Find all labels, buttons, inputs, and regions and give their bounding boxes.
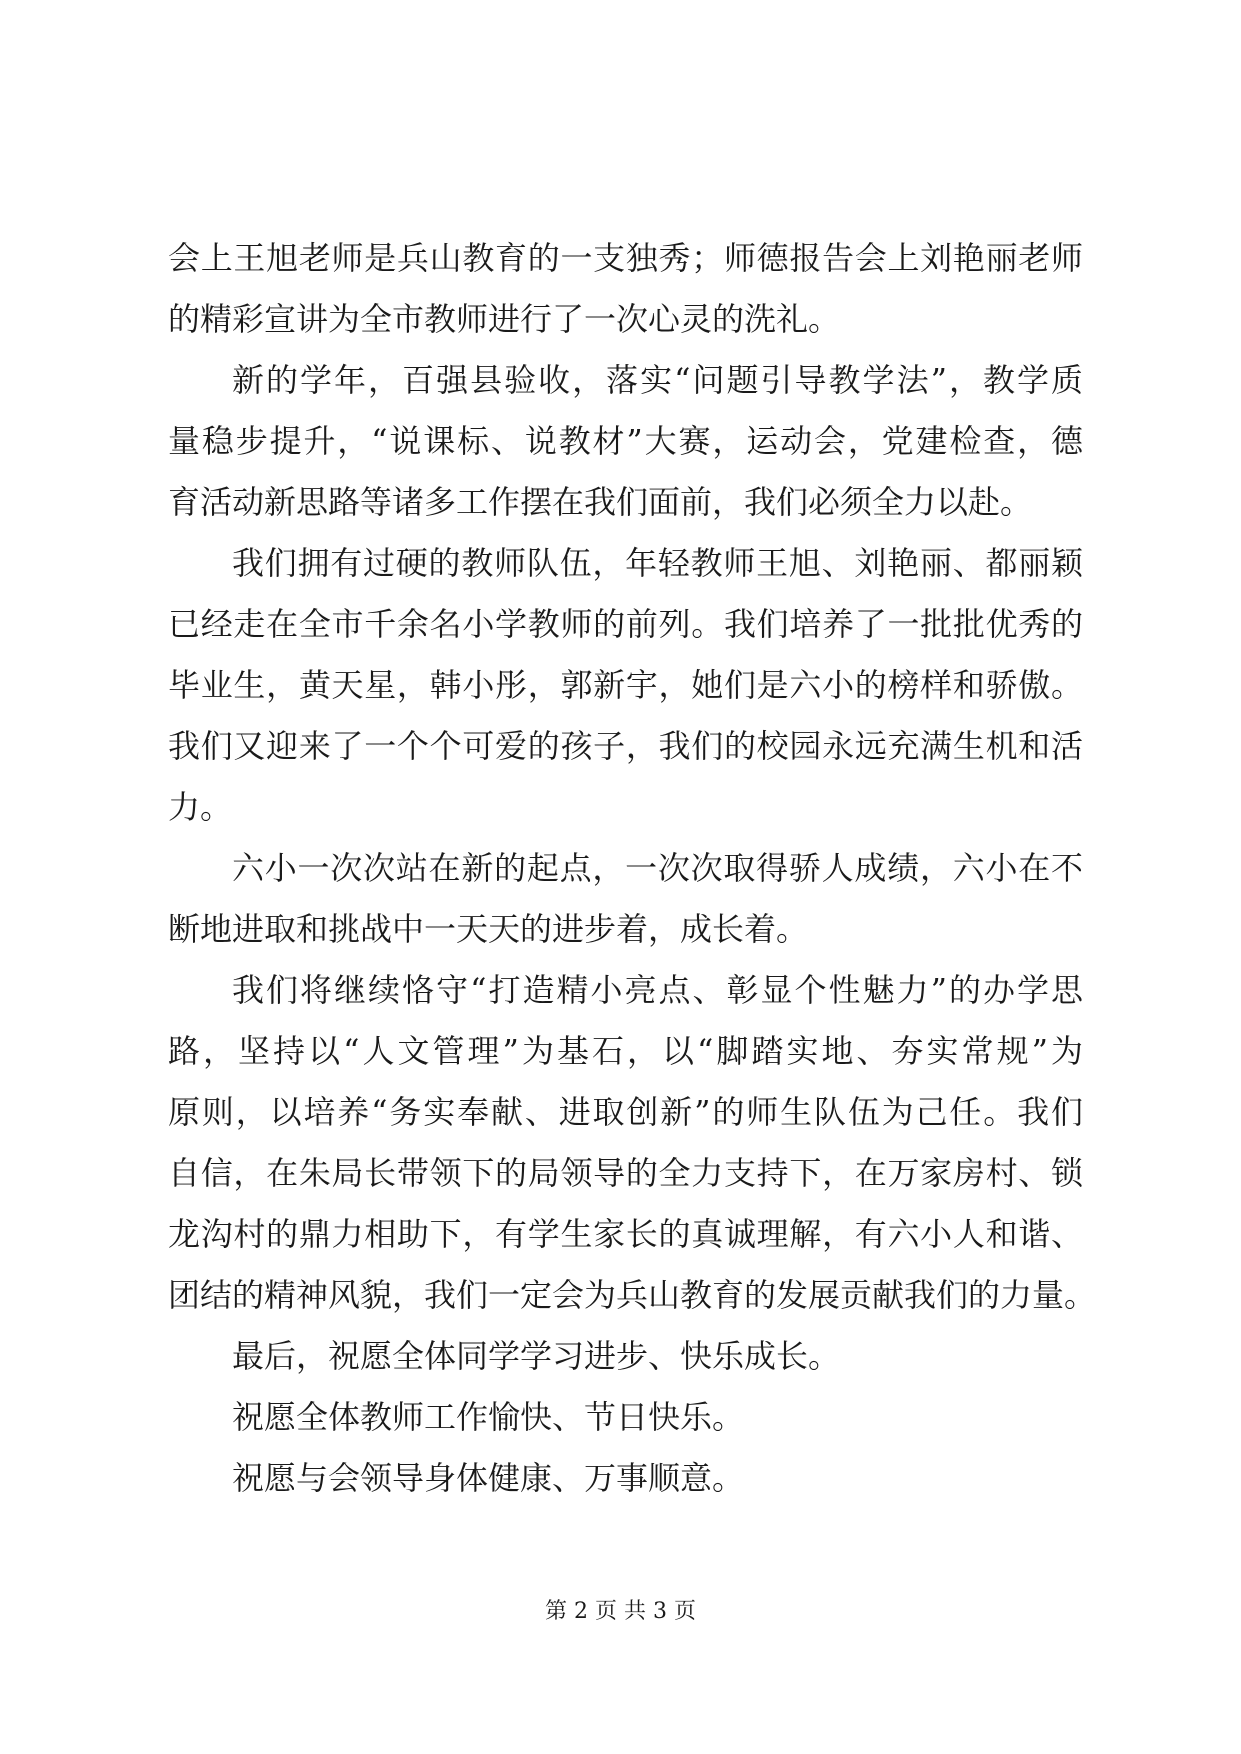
text-line: 毕业生，黄天星，韩小彤，郭新宇，她们是六小的榜样和骄傲。 bbox=[168, 666, 1083, 704]
text-line: 的精彩宣讲为全市教师进行了一次心灵的洗礼。 bbox=[168, 300, 841, 338]
document-body bbox=[168, 228, 1097, 1509]
text-line: 我们又迎来了一个个可爱的孩子，我们的校园永远充满生机和活 bbox=[168, 727, 1083, 765]
text-line: 断地进取和挑战中一天天的进步着，成长着。 bbox=[168, 910, 809, 948]
text-line: 最后，祝愿全体同学学习进步、快乐成长。 bbox=[232, 1337, 841, 1375]
text-line: 新的学年，百强县验收，落实“问题引导教学法”，教学质 bbox=[232, 361, 1083, 399]
text-line: 原则，以培养“务实奉献、进取创新”的师生队伍为己任。我们 bbox=[168, 1093, 1083, 1131]
text-line: 自信，在朱局长带领下的局领导的全力支持下，在万家房村、锁 bbox=[168, 1154, 1083, 1192]
text-line: 会上王旭老师是兵山教育的一支独秀；师德报告会上刘艳丽老师 bbox=[168, 239, 1083, 277]
text-line: 祝愿与会领导身体健康、万事顺意。 bbox=[232, 1459, 745, 1497]
text-line: 育活动新思路等诸多工作摆在我们面前，我们必须全力以赴。 bbox=[168, 483, 1033, 521]
text-line: 量稳步提升，“说课标、说教材”大赛，运动会，党建检查，德 bbox=[168, 422, 1083, 460]
text-line: 祝愿全体教师工作愉快、节日快乐。 bbox=[232, 1398, 745, 1436]
text-line: 团结的精神风貌，我们一定会为兵山教育的发展贡献我们的力量。 bbox=[168, 1276, 1097, 1314]
text-line: 我们拥有过硬的教师队伍，年轻教师王旭、刘艳丽、都丽颖 bbox=[232, 544, 1083, 582]
text-line: 路，坚持以“人文管理”为基石，以“脚踏实地、夯实常规”为 bbox=[168, 1032, 1083, 1070]
page-number-footer: 第 2 页 共 3 页 bbox=[545, 1599, 696, 1624]
text-line: 六小一次次站在新的起点，一次次取得骄人成绩，六小在不 bbox=[232, 849, 1083, 887]
text-line: 力。 bbox=[168, 788, 233, 826]
text-line: 龙沟村的鼎力相助下，有学生家长的真诚理解，有六小人和谐、 bbox=[168, 1215, 1083, 1253]
text-line: 已经走在全市千余名小学教师的前列。我们培养了一批批优秀的 bbox=[168, 605, 1083, 643]
text-line: 我们将继续恪守“打造精小亮点、彰显个性魅力”的办学思 bbox=[232, 971, 1083, 1009]
